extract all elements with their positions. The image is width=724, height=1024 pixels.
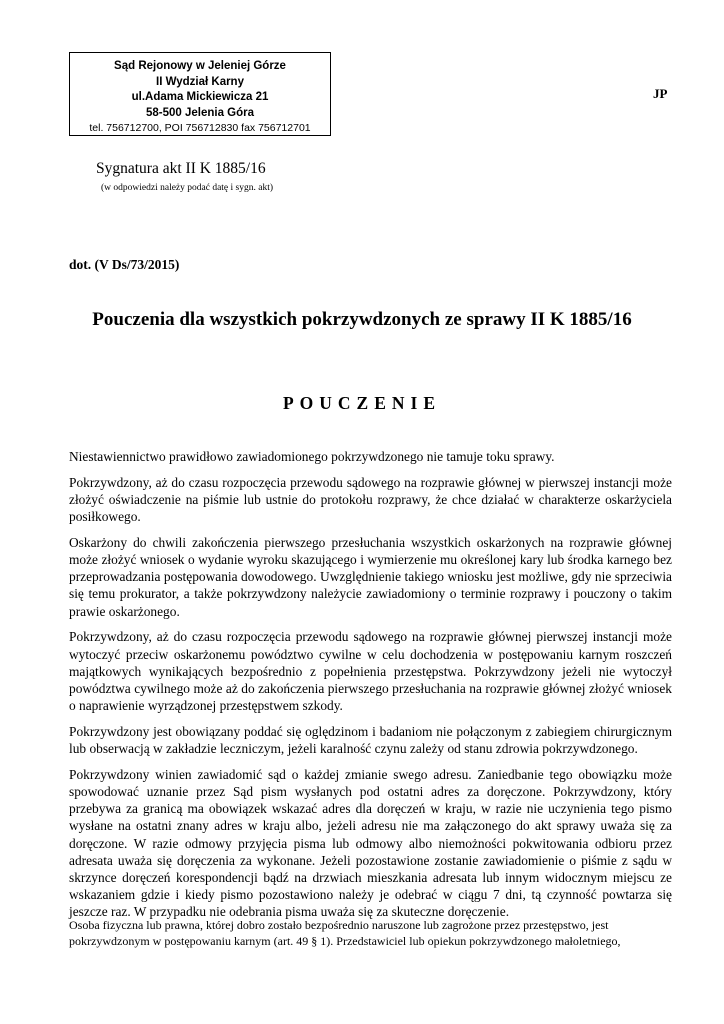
document-title: Pouczenia dla wszystkich pokrzywdzonych ze sprawy II K 1885/16 (92, 309, 632, 330)
court-contact: tel. 756712700, POI 756712830 fax 756712701 (89, 122, 311, 134)
court-city: 58-500 Jelenia Góra (145, 106, 255, 119)
case-signature-note: (w odpowiedzi należy podać datę i sygn. akt) (101, 183, 273, 193)
case-signature: Sygnatura akt II K 1885/16 (96, 160, 266, 177)
court-address-box (69, 52, 331, 136)
paragraph: Pokrzywdzony winien zawiadomić sąd o każdej zmianie swego adresu. Zaniedbanie tego obowiązku może spowodować uznanie przez Sąd pism wysłanych pod ostatni adres za doręczone. Pokrzywdzony, który przebywa za granicą ma obowiązek wskazać adres dla doręczeń w kraju, w razie nie uczynienia tego pismo wysłane na ostatni znany adres w kraju albo, jeżeli adresu nie ma załączonego do akt sprawy uważa się za doręczone. W razie odmowy przyjęcia pisma lub odmowy albo niemożności pokwitowania odbioru przez adresata uważa się doręczenia za wykonane. Jeżeli pozostawione zostanie zawiadomienie o piśmie z sądu w skrzynce doręczeń korespondencji bądź na drzwiach mieszkania adresata lub innym widocznym miejscu ze wskazaniem gdzie i kiedy pismo pozostawiono należy je odebrać w ciągu 7 dni, tą czynność powtarza się jeszcze raz. W przypadku nie odebrania pisma uważa się za skuteczne doręczenie. (69, 766, 672, 920)
footnote-line: Osoba fizyczna lub prawna, której dobro zostało bezpośrednio naruszone lub zagrożone przez przestępstwo, jest (69, 918, 609, 932)
case-reference: dot. (V Ds/73/2015) (69, 257, 180, 272)
court-name: Sąd Rejonowy w Jeleniej Górze (114, 60, 286, 72)
paragraph: Pokrzywdzony jest obowiązany poddać się oględzinom i badaniom nie połączonym z zabiegiem chirurgicznym lub obserwacją w zakładzie leczniczym, jeżeli karalność czynu zależy od stanu zdrowia pokrzywdzonego. (69, 723, 672, 757)
paragraph: Oskarżony do chwili zakończenia pierwszego przesłuchania wszystkich oskarżonych na rozprawie głównej może złożyć wniosek o wydanie wyroku skazującego i wymierzenie mu określonej kary lub środka karnego bez przeprowadzania postępowania dowodowego. Uwzględnienie takiego wniosku jest możliwe, gdy nie sprzeciwia się temu prokurator, a także pokrzywdzony należycie zawiadomiony o terminie rozprawy i pouczony o takim prawie oskarżonego. (69, 534, 672, 619)
document-body (69, 448, 672, 929)
section-heading: POUCZENIE (282, 393, 442, 413)
clerk-initials: JP (653, 86, 668, 101)
paragraph: Pokrzywdzony, aż do czasu rozpoczęcia przewodu sądowego na rozprawie głównej w pierwszej instancji może złożyć oświadczenie na piśmie lub ustnie do protokołu rozprawy, że chce działać w charakterze oskarżyciela posiłkowego. (69, 474, 672, 525)
footnote (69, 917, 659, 949)
court-street: ul.Adama Mickiewicza 21 (131, 91, 269, 103)
footnote-line: pokrzywdzonym w postępowaniu karnym (art. 49 § 1). Przedstawiciel lub opiekun pokrzywdzonego małoletniego, (69, 934, 621, 948)
paragraph: Pokrzywdzony, aż do czasu rozpoczęcia przewodu sądowego na rozprawie głównej pierwszej instancji może wytoczyć przeciw oskarżonemu powództwo cywilne w celu dochodzenia w postępowaniu karnym roszczeń majątkowych wynikających bezpośrednio z popełnienia przestępstwa. Pokrzywdzony jeżeli nie wytoczył powództwa cywilnego może aż do zakończenia pierwszego przesłuchania na rozprawie głównej złożyć wniosek o naprawienie wyrządzonej przestępstwem szkody. (69, 629, 672, 714)
paragraph: Niestawiennictwo prawidłowo zawiadomionego pokrzywdzonego nie tamuje toku sprawy. (69, 449, 555, 464)
court-division: II Wydział Karny (156, 75, 244, 88)
